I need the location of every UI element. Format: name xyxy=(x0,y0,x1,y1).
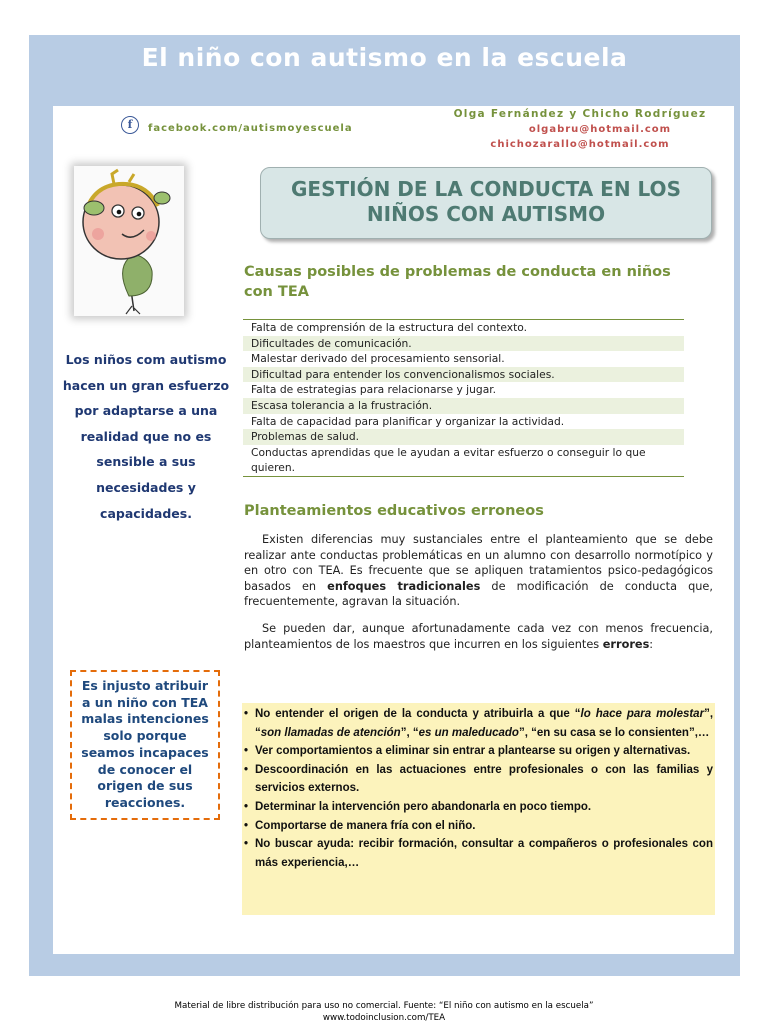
cause-row: Dificultad para entender los convencionalismos sociales. xyxy=(243,367,684,383)
main-title-box xyxy=(260,167,712,239)
main-title-line-1: GESTIÓN DE LA CONDUCTA EN LOS xyxy=(291,177,681,201)
p1-emphasis: enfoques tradicionales xyxy=(327,579,481,593)
bullet-icon: • xyxy=(244,838,249,851)
cause-row: Dificultades de comunicación. xyxy=(243,336,684,352)
error-item: • No buscar ayuda: recibir formación, consultar a compañeros o profesionales con más experiencia,… xyxy=(244,835,713,872)
footer xyxy=(0,1000,768,1024)
error-item: • Determinar la intervención pero abandonarla en poco tiempo. xyxy=(244,798,713,817)
error-item: • Descoordinación en las actuaciones entre profesionales o con las familias y servicios externos. xyxy=(244,761,713,798)
footer-license: Material de libre distribución para uso no comercial. Fuente: “El niño con autismo en la escuela” xyxy=(174,1001,594,1011)
approaches-paragraph-2 xyxy=(244,621,713,652)
p1-text-end: de modificación de conducta que, frecuentemente, agravan la situación. xyxy=(244,579,713,608)
bullet-icon: • xyxy=(244,745,249,758)
approaches-heading: Planteamientos educativos erroneos xyxy=(244,503,544,519)
facebook-icon: f xyxy=(121,116,139,134)
cause-row: Falta de comprensión de la estructura del contexto. xyxy=(251,321,528,334)
error-item: • No entender el origen de la conducta y atribuirla a que “lo hace para molestar”, “son llamadas de atención”, “es un maleducado”, “en su casa se lo consienten”,… xyxy=(244,705,713,742)
facebook-url[interactable]: facebook.com/autismoyescuela xyxy=(148,123,353,134)
authors-block xyxy=(430,108,730,150)
child-drawing xyxy=(74,166,184,316)
facebook-link[interactable] xyxy=(121,115,353,134)
callout-box xyxy=(70,670,220,820)
cause-row: Malestar derivado del procesamiento sensorial. xyxy=(251,352,505,366)
p2-text-end: : xyxy=(649,637,654,651)
p2-text-start: Se pueden dar, aunque afortunadamente cada vez con menos frecuencia, planteamientos de los maestros que incurren en los siguientes xyxy=(244,622,713,651)
author-names: Olga Fernández y Chicho Rodríguez xyxy=(453,108,707,120)
bullet-icon: • xyxy=(244,763,249,776)
error-item: • Ver comportamientos a eliminar sin entrar a plantearse su origen y alternativas. xyxy=(244,742,713,761)
causes-table xyxy=(243,319,684,477)
main-title-line-2: NIÑOS CON AUTISMO xyxy=(366,202,606,226)
page-title: El niño con autismo en la escuela xyxy=(141,43,628,72)
cause-row: Falta de estrategias para relacionarse y jugar. xyxy=(251,383,497,397)
p1-text-start: Existen diferencias muy sustanciales entre el planteamiento que se debe realizar ante conductas problemáticas en un alumno con desarrollo normotípico y en otro con TEA. Es frecuente que se apliquen tratamientos psico-pedagógicos basados en xyxy=(244,533,713,593)
error-item: • Comportarse de manera fría con el niño. xyxy=(244,817,713,836)
callout-text: Es injusto atribuir a un niño con TEA malas intenciones solo porque seamos incapaces de conocer el origen de sus reacciones. xyxy=(81,678,209,810)
cause-row: Falta de capacidad para planificar y organizar la actividad. xyxy=(251,414,565,428)
cause-row: Problemas de salud. xyxy=(243,429,684,445)
causes-heading: Causas posibles de problemas de conducta en niños con TEA xyxy=(244,264,671,300)
bullet-icon: • xyxy=(244,819,249,832)
left-quote: Los niños com autismo hacen un gran esfuerzo por adaptarse a una realidad que no es sensible a sus necesidades y capacidades. xyxy=(62,352,230,521)
cause-row: Escasa tolerancia a la frustración. xyxy=(243,398,684,414)
approaches-paragraph-1 xyxy=(244,532,713,610)
cause-row: Conductas aprendidas que le ayudan a evitar esfuerzo o conseguir lo que quieren. xyxy=(251,445,646,475)
p2-emphasis: errores xyxy=(602,637,650,651)
bullet-icon: • xyxy=(244,708,249,720)
footer-url[interactable]: www.todoinclusion.com/TEA xyxy=(322,1013,446,1023)
bullet-icon: • xyxy=(244,800,249,813)
errors-box xyxy=(242,703,715,915)
child-drawing-illustration xyxy=(74,166,184,316)
author-email-2[interactable]: chichozarallo@hotmail.com xyxy=(490,139,670,150)
author-email-1[interactable]: olgabru@hotmail.com xyxy=(528,124,672,135)
